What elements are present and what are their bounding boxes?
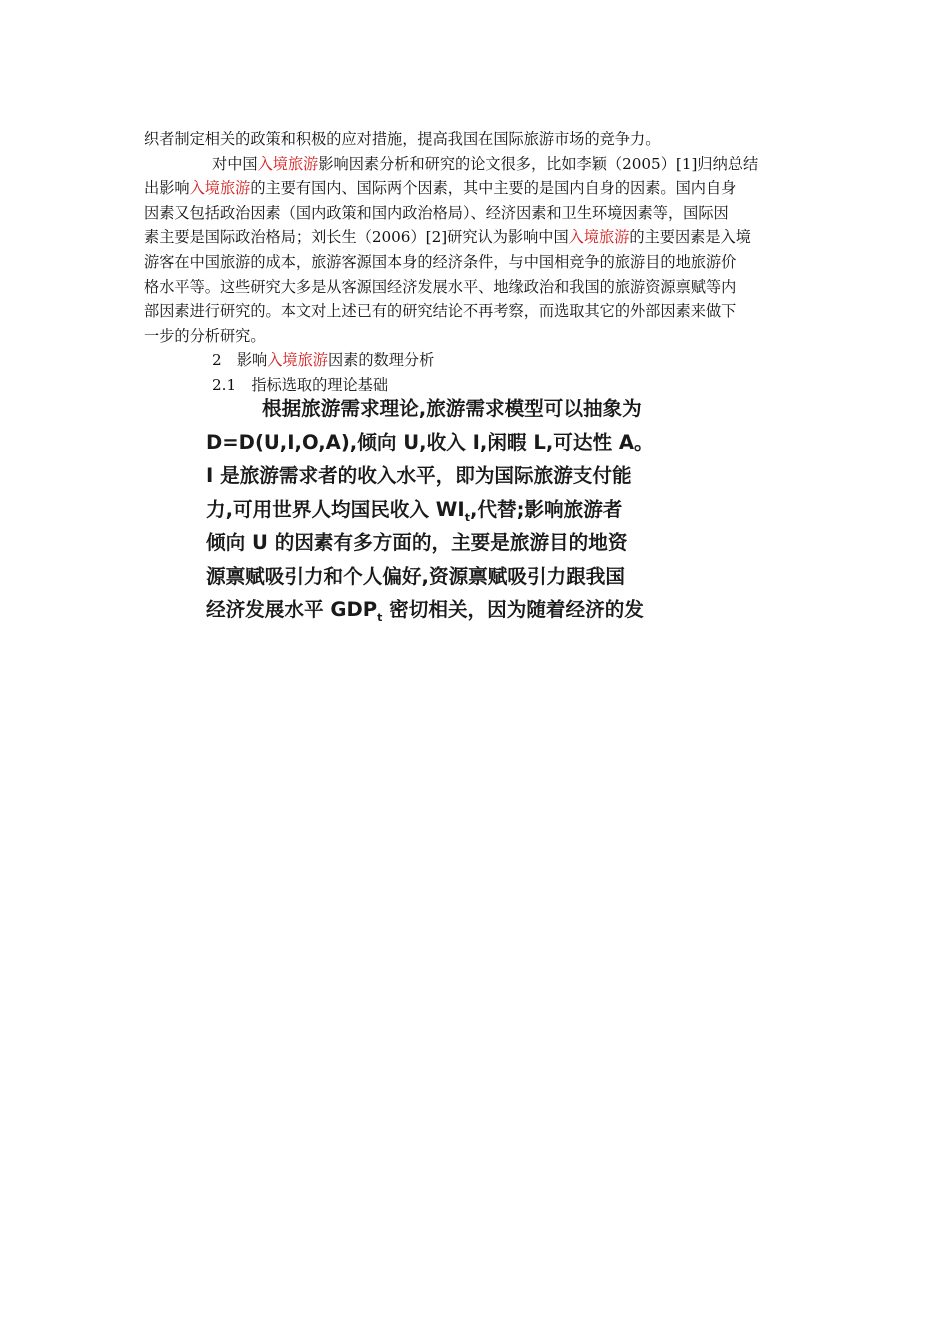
text-segment: 的主要因素是入境: [629, 228, 751, 247]
paragraph-line: [144, 176, 809, 201]
text-segment: 游客在中国旅游的成本，旅游客源国本身的经济条件，与中国相竞争的旅游目的地旅游价: [144, 252, 737, 271]
text-segment: 2 影响: [212, 351, 268, 370]
text-segment: 部因素进行研究的。本文对上述已有的研究结论不再考察，而选取其它的外部因素来做下: [144, 302, 737, 321]
scanned-excerpt-image: [206, 392, 696, 634]
scanned-line: 经济发展水平 $GDP_t$ 密切相关，因为随着经济的发: [206, 598, 644, 624]
paragraph-line: 织者制定相关的政策和积极的应对措施，提高我国在国际旅游市场的竞争力。: [144, 130, 661, 148]
highlighted-term: 入境旅游: [568, 228, 630, 247]
text-segment: 对中国: [212, 154, 258, 173]
paragraph-line: [144, 225, 809, 250]
scanned-line: 倾向 U 的因素有多方面的，主要是旅游目的地资: [206, 531, 628, 554]
highlighted-term: 入境旅游: [267, 351, 328, 370]
scanned-line: D=D(U,I,O,A),倾向 U,收入 I,闲暇 L,可达性 A。: [206, 430, 654, 454]
text-segment: 出影响: [144, 179, 190, 198]
scanned-line: 源禀赋吸引力和个人偏好,资源禀赋吸引力跟我国: [206, 564, 625, 588]
text-segment: 格水平等。这些研究大多是从客源国经济发展水平、地缘政治和我国的旅游资源禀赋等内: [144, 277, 737, 296]
section-heading-2: [144, 348, 809, 373]
scanned-line: 力,可用世界人均国民收入 $WI_t$,代替;影响旅游者: [206, 497, 623, 524]
highlighted-term: 入境旅游: [189, 179, 251, 198]
paragraph-line: [144, 250, 809, 275]
text-segment: 因素又包括政治因素（国内政策和国内政治格局）、经济因素和卫生环境因素等，国际因: [144, 203, 729, 222]
text-segment: 因素的数理分析: [327, 351, 435, 370]
text-segment: 的主要有国内、国际两个因素，其中主要的是国内自身的因素。国内自身: [250, 179, 737, 198]
paragraph-line: [144, 299, 809, 324]
highlighted-term: 入境旅游: [257, 154, 319, 173]
text-segment: 素主要是国际政治格局；刘长生（2006）[2]研究认为影响中国: [144, 228, 569, 247]
paragraph-2: [144, 152, 809, 349]
section-heading-2-1: 2.1 指标选取的理论基础: [212, 375, 389, 394]
paragraph-line: [144, 275, 809, 300]
body-text: [144, 127, 809, 398]
scanned-line: I 是旅游需求者的收入水平，即为国际旅游支付能: [206, 464, 632, 487]
text-segment: 一步的分析研究。: [144, 326, 266, 345]
scanned-line: 根据旅游需求理论,旅游需求模型可以抽象为: [262, 397, 642, 420]
paragraph-line: [144, 324, 809, 349]
paragraph-line: [144, 152, 809, 177]
paragraph-line: [144, 201, 809, 226]
text-segment: 影响因素分析和研究的论文很多，比如李颖（2005）[1]归纳总结: [318, 154, 759, 173]
